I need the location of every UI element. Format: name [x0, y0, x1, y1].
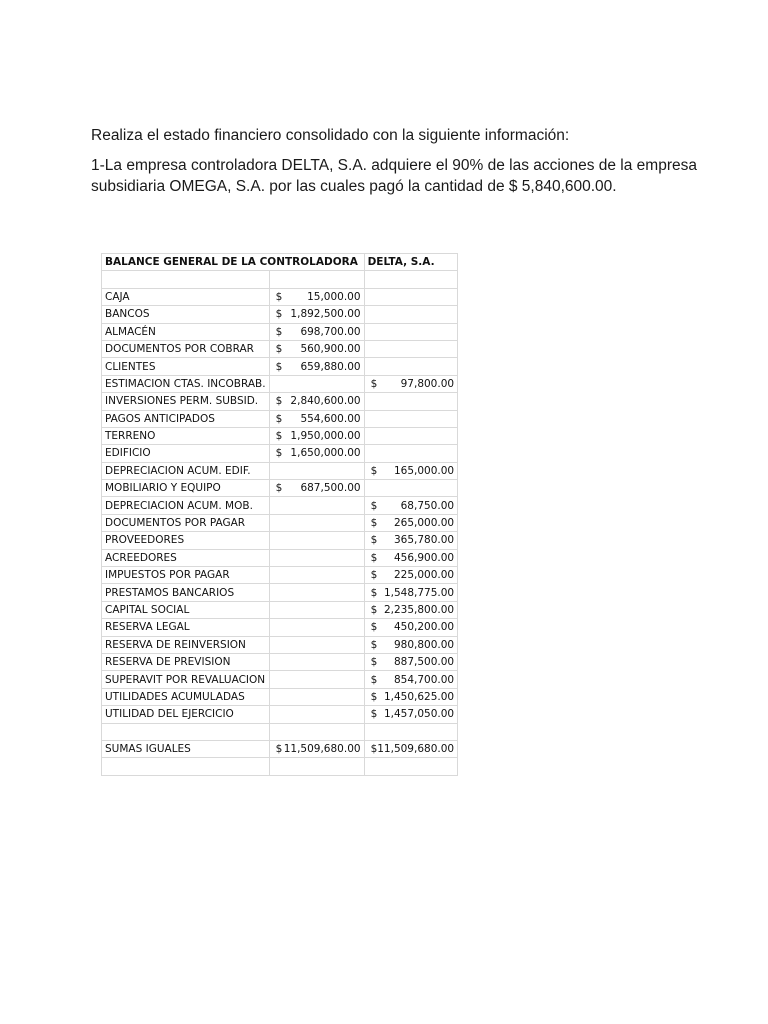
account-label: MOBILIARIO Y EQUIPO — [102, 480, 270, 497]
account-label: RESERVA LEGAL — [102, 619, 270, 636]
amount: 15,000.00 — [307, 290, 361, 303]
account-label: CLIENTES — [102, 358, 270, 375]
credit-cell — [364, 358, 458, 375]
amount: 560,900.00 — [300, 343, 361, 356]
currency-symbol: $ — [370, 743, 378, 756]
debit-cell — [269, 671, 364, 688]
account-label: DOCUMENTOS POR PAGAR — [102, 514, 270, 531]
table-row — [102, 375, 458, 392]
account-label: SUPERAVIT POR REVALUACION — [102, 671, 270, 688]
debit-cell — [269, 619, 364, 636]
amount: 554,600.00 — [300, 412, 361, 425]
debit-cell — [269, 288, 364, 305]
header-row — [102, 254, 458, 271]
currency-symbol: $ — [275, 308, 283, 321]
credit-cell — [364, 514, 458, 531]
credit-cell — [364, 653, 458, 670]
amount: 687,500.00 — [300, 482, 361, 495]
balance-sheet-body — [102, 254, 458, 776]
debit-cell — [269, 358, 364, 375]
table-row — [102, 410, 458, 427]
table-row — [102, 340, 458, 357]
credit-cell — [364, 567, 458, 584]
debit-cell — [269, 740, 364, 757]
account-label: PROVEEDORES — [102, 532, 270, 549]
header-right: DELTA, S.A. — [364, 254, 458, 271]
credit-cell — [364, 427, 458, 444]
account-label: SUMAS IGUALES — [102, 740, 270, 757]
account-label: CAPITAL SOCIAL — [102, 601, 270, 618]
table-row — [102, 288, 458, 305]
table-row — [102, 306, 458, 323]
account-label: ALMACÉN — [102, 323, 270, 340]
amount: 165,000.00 — [393, 464, 455, 477]
blank-row — [102, 723, 458, 740]
amount: 698,700.00 — [300, 325, 361, 338]
credit-cell — [364, 497, 458, 514]
account-label: DOCUMENTOS POR COBRAR — [102, 340, 270, 357]
debit-cell — [269, 636, 364, 653]
credit-cell — [364, 375, 458, 392]
amount: 887,500.00 — [393, 656, 455, 669]
debit-cell — [269, 567, 364, 584]
table-row — [102, 445, 458, 462]
currency-symbol: $ — [275, 743, 283, 756]
debit-cell — [269, 323, 364, 340]
table-row — [102, 619, 458, 636]
currency-symbol: $ — [370, 656, 378, 669]
table-row — [102, 549, 458, 566]
blank-row — [102, 758, 458, 775]
credit-cell — [364, 636, 458, 653]
account-label: INVERSIONES PERM. SUBSID. — [102, 393, 270, 410]
table-row — [102, 671, 458, 688]
currency-symbol: $ — [370, 569, 378, 582]
debit-cell — [269, 706, 364, 723]
currency-symbol: $ — [275, 430, 283, 443]
amount: 68,750.00 — [400, 499, 455, 512]
table-row — [102, 532, 458, 549]
credit-cell — [364, 410, 458, 427]
account-label: CAJA — [102, 288, 270, 305]
account-label: EDIFICIO — [102, 445, 270, 462]
amount: 1,650,000.00 — [290, 447, 361, 460]
table-row — [102, 480, 458, 497]
debit-cell — [269, 480, 364, 497]
credit-cell — [364, 584, 458, 601]
credit-cell — [364, 601, 458, 618]
amount: 1,457,050.00 — [383, 708, 455, 721]
credit-cell — [364, 480, 458, 497]
credit-cell — [364, 462, 458, 479]
amount: 265,000.00 — [393, 517, 455, 530]
debit-cell — [269, 393, 364, 410]
credit-cell — [364, 619, 458, 636]
instruction-line-1: Realiza el estado financiero consolidado con la siguiente información: — [91, 127, 570, 144]
credit-cell — [364, 706, 458, 723]
amount: 1,450,625.00 — [383, 690, 455, 703]
credit-cell — [364, 671, 458, 688]
currency-symbol: $ — [370, 534, 378, 547]
debit-cell — [269, 653, 364, 670]
account-label: TERRENO — [102, 427, 270, 444]
currency-symbol: $ — [370, 638, 378, 651]
instructions — [91, 125, 731, 206]
currency-symbol: $ — [275, 343, 283, 356]
credit-cell — [364, 549, 458, 566]
currency-symbol: $ — [275, 482, 283, 495]
instruction-line-2: 1-La empresa controladora DELTA, S.A. adquiere el 90% de las acciones de la empresa subsidiaria OMEGA, S.A. por las cuales pagó la cantidad de $ 5,840,600.00. — [91, 157, 697, 195]
debit-cell — [269, 532, 364, 549]
account-label: ESTIMACION CTAS. INCOBRAB. — [102, 375, 270, 392]
debit-cell — [269, 549, 364, 566]
table-row — [102, 601, 458, 618]
amount: 97,800.00 — [400, 377, 455, 390]
currency-symbol: $ — [275, 412, 283, 425]
table-row — [102, 706, 458, 723]
debit-cell — [269, 497, 364, 514]
amount: 1,950,000.00 — [290, 430, 361, 443]
credit-cell — [364, 306, 458, 323]
table-row — [102, 584, 458, 601]
debit-cell — [269, 340, 364, 357]
currency-symbol: $ — [275, 290, 283, 303]
amount: 1,892,500.00 — [290, 308, 361, 321]
table-row — [102, 358, 458, 375]
table-row — [102, 427, 458, 444]
credit-cell — [364, 688, 458, 705]
currency-symbol: $ — [370, 673, 378, 686]
currency-symbol: $ — [370, 551, 378, 564]
debit-cell — [269, 601, 364, 618]
account-label: UTILIDADES ACUMULADAS — [102, 688, 270, 705]
header-left: BALANCE GENERAL DE LA CONTROLADORA — [102, 254, 365, 271]
debit-cell — [269, 462, 364, 479]
currency-symbol: $ — [370, 690, 378, 703]
credit-cell — [364, 340, 458, 357]
account-label: BANCOS — [102, 306, 270, 323]
account-label: IMPUESTOS POR PAGAR — [102, 567, 270, 584]
credit-cell — [364, 393, 458, 410]
currency-symbol: $ — [370, 708, 378, 721]
credit-cell — [364, 740, 458, 757]
amount: 2,840,600.00 — [290, 395, 361, 408]
currency-symbol: $ — [370, 464, 378, 477]
table-row — [102, 497, 458, 514]
credit-cell — [364, 288, 458, 305]
amount: 854,700.00 — [393, 673, 455, 686]
account-label: DEPRECIACION ACUM. MOB. — [102, 497, 270, 514]
account-label: PRESTAMOS BANCARIOS — [102, 584, 270, 601]
currency-symbol: $ — [275, 447, 283, 460]
credit-cell — [364, 445, 458, 462]
balance-sheet-table — [101, 253, 458, 776]
table-row — [102, 462, 458, 479]
currency-symbol: $ — [370, 499, 378, 512]
amount: 450,200.00 — [393, 621, 455, 634]
amount: 225,000.00 — [393, 569, 455, 582]
debit-cell — [269, 306, 364, 323]
amount: 11,509,680.00 — [377, 743, 455, 756]
debit-cell — [269, 445, 364, 462]
amount: 1,548,775.00 — [383, 586, 455, 599]
currency-symbol: $ — [370, 621, 378, 634]
table-row — [102, 567, 458, 584]
debit-cell — [269, 410, 364, 427]
debit-cell — [269, 688, 364, 705]
amount: 980,800.00 — [393, 638, 455, 651]
blank-row — [102, 271, 458, 288]
currency-symbol: $ — [275, 395, 283, 408]
currency-symbol: $ — [370, 377, 378, 390]
totals-row — [102, 740, 458, 757]
account-label: ACREEDORES — [102, 549, 270, 566]
account-label: DEPRECIACION ACUM. EDIF. — [102, 462, 270, 479]
currency-symbol: $ — [370, 604, 378, 616]
account-label: RESERVA DE REINVERSION — [102, 636, 270, 653]
debit-cell — [269, 514, 364, 531]
debit-cell — [269, 584, 364, 601]
currency-symbol: $ — [370, 586, 378, 599]
table-row — [102, 514, 458, 531]
table-row — [102, 636, 458, 653]
credit-cell — [364, 532, 458, 549]
amount: 365,780.00 — [393, 534, 455, 547]
table-row — [102, 653, 458, 670]
currency-symbol: $ — [275, 360, 283, 373]
currency-symbol: $ — [275, 325, 283, 338]
account-label: RESERVA DE PREVISION — [102, 653, 270, 670]
table-row — [102, 688, 458, 705]
account-label: UTILIDAD DEL EJERCICIO — [102, 706, 270, 723]
table-row — [102, 393, 458, 410]
amount: 456,900.00 — [393, 551, 455, 564]
table-row — [102, 323, 458, 340]
amount: 11,509,680.00 — [283, 743, 361, 756]
credit-cell — [364, 323, 458, 340]
debit-cell — [269, 427, 364, 444]
debit-cell — [269, 375, 364, 392]
account-label: PAGOS ANTICIPADOS — [102, 410, 270, 427]
amount: 659,880.00 — [300, 360, 361, 373]
amount: 2,235,800.00 — [383, 604, 455, 616]
currency-symbol: $ — [370, 517, 378, 530]
